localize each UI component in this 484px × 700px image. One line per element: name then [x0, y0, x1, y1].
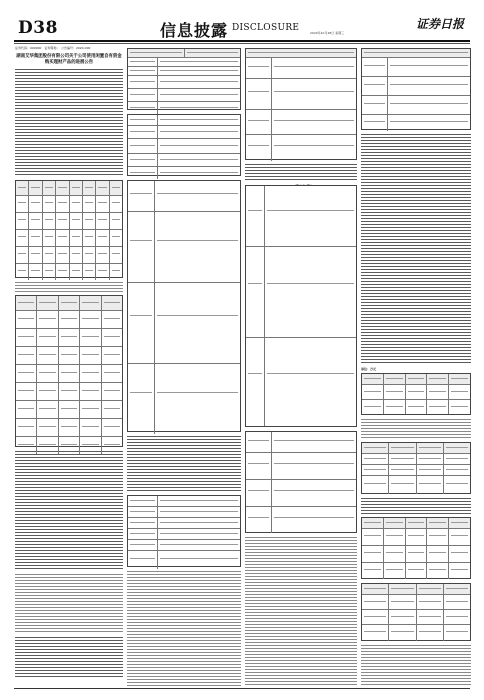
masthead-rule-thin — [14, 43, 470, 44]
newspaper-logo: 证券日报 — [415, 17, 464, 31]
info-table — [127, 495, 241, 567]
info-table — [245, 185, 357, 427]
body-text-block — [15, 451, 123, 571]
masthead-date: 2020年10月28日 星期三 — [310, 31, 345, 35]
body-text-block — [15, 69, 123, 177]
info-table — [245, 431, 357, 533]
signature-mark — [272, 178, 334, 190]
info-table — [361, 48, 471, 130]
announcement-code-line: 证券代码：000000 证券简称： 公告编号：2020-000 — [15, 46, 91, 50]
body-text-block — [361, 419, 471, 439]
masthead-rule — [14, 40, 470, 42]
column-3 — [245, 46, 357, 686]
column-2 — [127, 46, 241, 686]
body-text-block — [15, 574, 123, 634]
table-unit-label: 单位：万元 — [361, 367, 377, 371]
body-text-block — [15, 637, 123, 677]
info-table — [127, 48, 241, 110]
handwritten-signature: ～∽～ — [294, 181, 312, 189]
body-text-block — [127, 436, 241, 492]
column-4 — [361, 46, 471, 686]
info-table — [127, 180, 241, 432]
body-text-block — [361, 645, 471, 686]
announcement-title: 湖南艾华集团股份有限公司关于公司使用闲置自有资金购买理财产品的进展公告 — [16, 54, 122, 65]
data-table — [361, 373, 471, 415]
body-text-block — [245, 537, 357, 686]
data-table — [15, 295, 123, 447]
info-table — [245, 48, 357, 160]
info-table — [127, 114, 241, 176]
body-text-block — [361, 498, 471, 514]
data-table — [361, 517, 471, 579]
column-1 — [15, 46, 123, 686]
section-title-zh: 信息披露 — [160, 21, 229, 40]
data-table — [361, 442, 471, 494]
body-text-block — [127, 571, 241, 686]
section-title-en: DISCLOSURE — [232, 23, 300, 33]
masthead — [14, 14, 470, 40]
data-table — [15, 180, 123, 278]
page-number: D38 — [18, 18, 58, 38]
body-text-block — [15, 282, 123, 292]
data-table — [361, 583, 471, 641]
body-text-block — [361, 134, 471, 364]
footer-rule — [14, 688, 470, 689]
